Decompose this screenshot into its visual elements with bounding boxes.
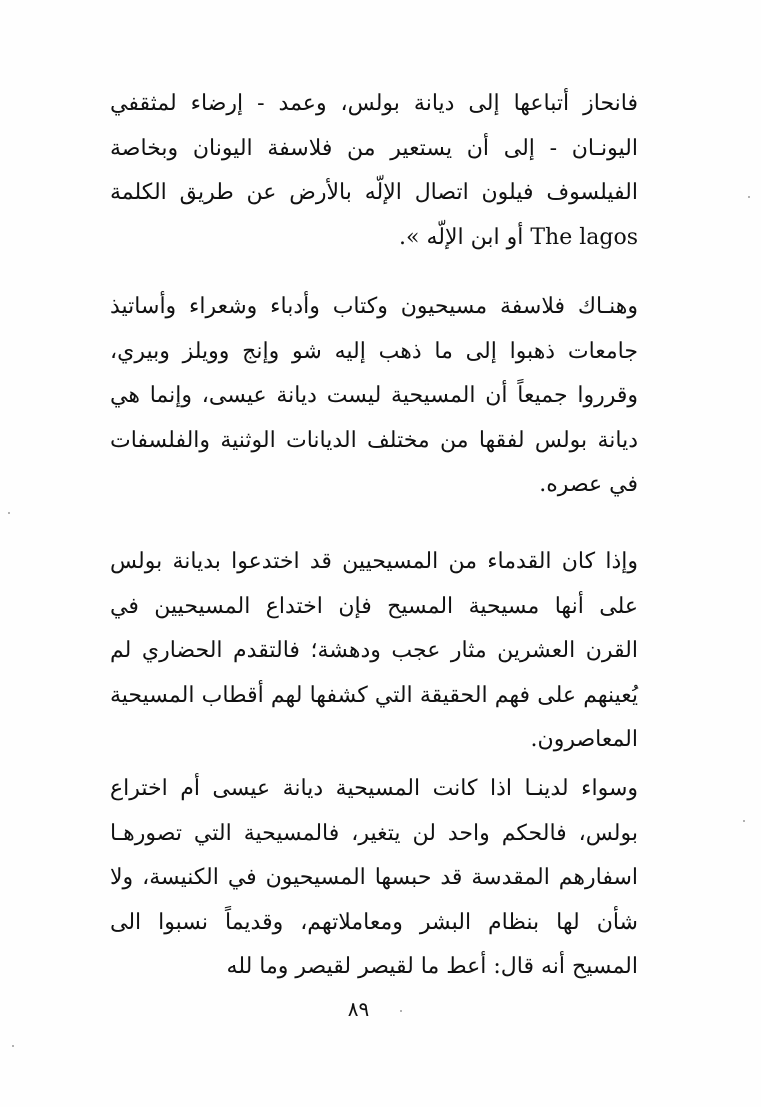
- paragraph-4: وسواء لدينـا اذا كانت المسيحية ديانة عيسى أم اختراع بولس، فالحكم واحد لن يتغير، فالمسيحية التي تصورهـا اسفارهم المقدسة قد حبسها المسيحيون في الكنيسة، ولا شأن لها بنظام البشر ومعاملاتهم، وقديماً نسبوا الى المسيح أنه قال: أعط ما لقيصر لقيصر وما لله: [110, 776, 638, 979]
- paragraph-2: وهنـاك فلاسفة مسيحيون وكتاب وأدباء وشعراء وأساتيذ جامعات ذهبوا إلى ما ذهب إليه شو وإنج وويلز وبيري، وقرروا جميعاً أن المسيحية ليست ديانة عيسى، وإنما هي ديانة بولس لفقها من مختلف الديانات الوثنية والفلسفات في عصره.: [110, 294, 638, 497]
- paragraph-3: وإذا كان القدماء من المسيحيين قد اختدعوا بديانة بولس على أنها مسيحية المسيح فإن اختداع المسيحيين في القرن العشرين مثار عجب ودهشة؛ فالتقدم الحضاري لم يُعينهم على فهم الحقيقة التي كشفها لهم أقطاب المسيحية المعاصرون.: [110, 549, 638, 752]
- scan-speck: [748, 196, 750, 198]
- scan-speck: [400, 1010, 402, 1012]
- scan-speck: [8, 512, 10, 514]
- scan-speck: [743, 820, 745, 822]
- page-number: ٨٩: [347, 997, 370, 1021]
- paragraph-1: فانحاز أتباعها إلى ديانة بولس، وعمد - إرضاء لمثقفي اليونـان - إلى أن يستعير من فلاسفة اليونان وبخاصة الفيلسوف فيلون اتصال الإلّه بالأرض عن طريق الكلمة The lagos أو ابن الإلّه ».: [110, 91, 638, 250]
- scan-speck: [12, 1045, 14, 1047]
